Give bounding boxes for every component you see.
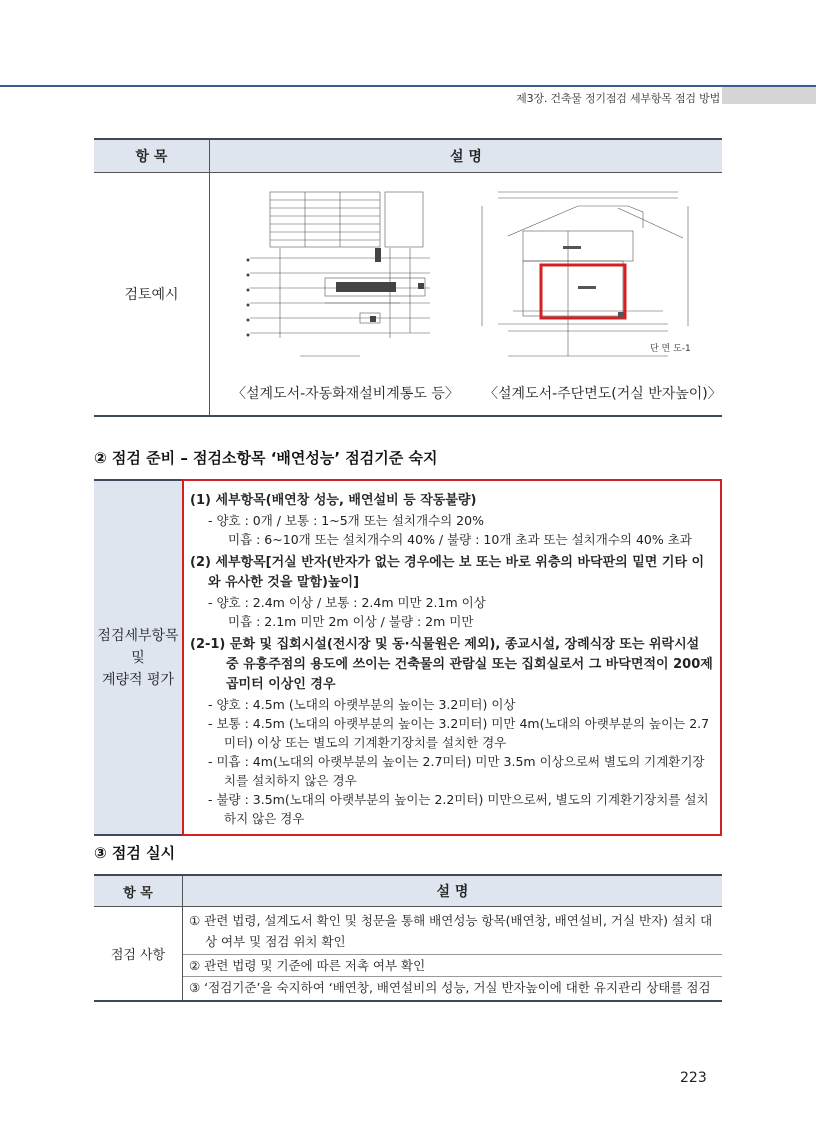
inspection-line-1-text: ① 관련 법령, 설계도서 확인 및 청문을 통해 배연성능 항목(배연창, 배연설비, 거실 반자) 설치 대상 여부 및 점검 위치 확인 [189,913,713,949]
page-number: 223 [680,1070,707,1086]
section-drawing-label: 단 면 도-1 [650,344,691,354]
left-drawing-caption: 〈설계도서-자동화재설비계통도 등〉 [232,386,459,402]
criteria-item-1-line-2: 미흡 : 6~10개 또는 설치개수의 40% / 불량 : 10개 초과 또는 설치개수의 40% 초과 [228,532,692,547]
criteria-item-3-line-3: - 미흡 : 4m(노대의 아랫부분의 높이는 2.7미터) 미만 3.5m 이상으로써 별도의 기계환기장치를 설치하지 않은 경우 [208,754,705,788]
criteria-item-1-title: (1) 세부항목(배연창 성능, 배연설비 등 작동불량) [190,493,477,508]
inspection-line-2: ② 관련 법령 및 기준에 따른 저촉 여부 확인 [183,955,723,977]
chapter-tab-bar [722,87,816,104]
criteria-table [94,479,722,836]
criteria-item-2-title: (2) 세부항목[거실 반자(반자가 없는 경우에는 보 또는 바로 위층의 바닥판의 밑면 기타 이와 유사한 것을 말함)높이] [190,555,705,590]
row-label-inspection: 점검 사항 [94,907,183,1002]
section2-heading: ② 점검 준비 – 점검소항목 ‘배연성능’ 점검기준 숙지 [94,449,438,467]
label-line-1: 점검세부항목 [97,627,179,644]
chapter-title: 제3장. 건축물 정기점검 세부항목 점검 방법 [516,92,720,105]
inspection-table [94,874,722,1002]
inspection-line-1 [183,907,723,955]
row-label-review-example: 검토예시 [94,173,210,417]
criteria-item-2-line-1: - 양호 : 2.4m 이상 / 보통 : 2.4m 미만 2.1m 이상 [208,595,486,610]
criteria-item-2-line-2: 미흡 : 2.1m 미만 2m 이상 / 불량 : 2m 미만 [228,614,474,629]
col-header-item: 항 목 [94,139,210,173]
criteria-item-3-line-1: - 양호 : 4.5m (노대의 아랫부분의 높이는 3.2미터) 이상 [208,697,516,712]
criteria-body [183,480,721,835]
criteria-item-3-line-4: - 불량 : 3.5m(노대의 아랫부분의 높이는 2.2미터) 미만으로써, 별도의 기계환기장치를 설치하지 않은 경우 [208,792,709,826]
cross-section-drawing [468,186,698,358]
col-header-item: 항 목 [94,875,183,907]
criteria-item-3-title: (2-1) 문화 및 집회시설(전시장 및 동·식물원은 제외), 종교시설, 장례식장 또는 위락시설 중 유흥주점의 용도에 쓰이는 건축물의 관람실 또는 집회실로서 그 바닥면적이 200제곱미터 이상인 경우 [190,637,713,692]
col-header-description: 설 명 [183,875,723,907]
criteria-item-1-line-1: - 양호 : 0개 / 보통 : 1~5개 또는 설치개수의 20% [208,513,484,528]
fire-alarm-system-diagram [240,188,440,373]
right-drawing-caption: 〈설계도서-주단면도(거실 반자높이)〉 [484,386,722,402]
label-line-2: 및 [131,649,145,666]
header-rule [0,85,816,87]
col-header-description: 설 명 [210,139,723,173]
inspection-line-3: ③ ‘점검기준’을 숙지하여 ‘배연창, 배연설비의 성능, 거실 반자높이에 대한 유지관리 상태를 점검 [189,980,711,995]
section3-heading: ③ 점검 실시 [94,844,176,862]
label-line-3: 계량적 평가 [101,671,175,688]
criteria-label [94,480,183,835]
criteria-item-3-line-2: - 보통 : 4.5m (노대의 아랫부분의 높이는 3.2미터) 미만 4m(노대의 아랫부분의 높이는 2.7미터) 이상 또는 별도의 기계환기장치를 설치한 경우 [208,716,710,750]
